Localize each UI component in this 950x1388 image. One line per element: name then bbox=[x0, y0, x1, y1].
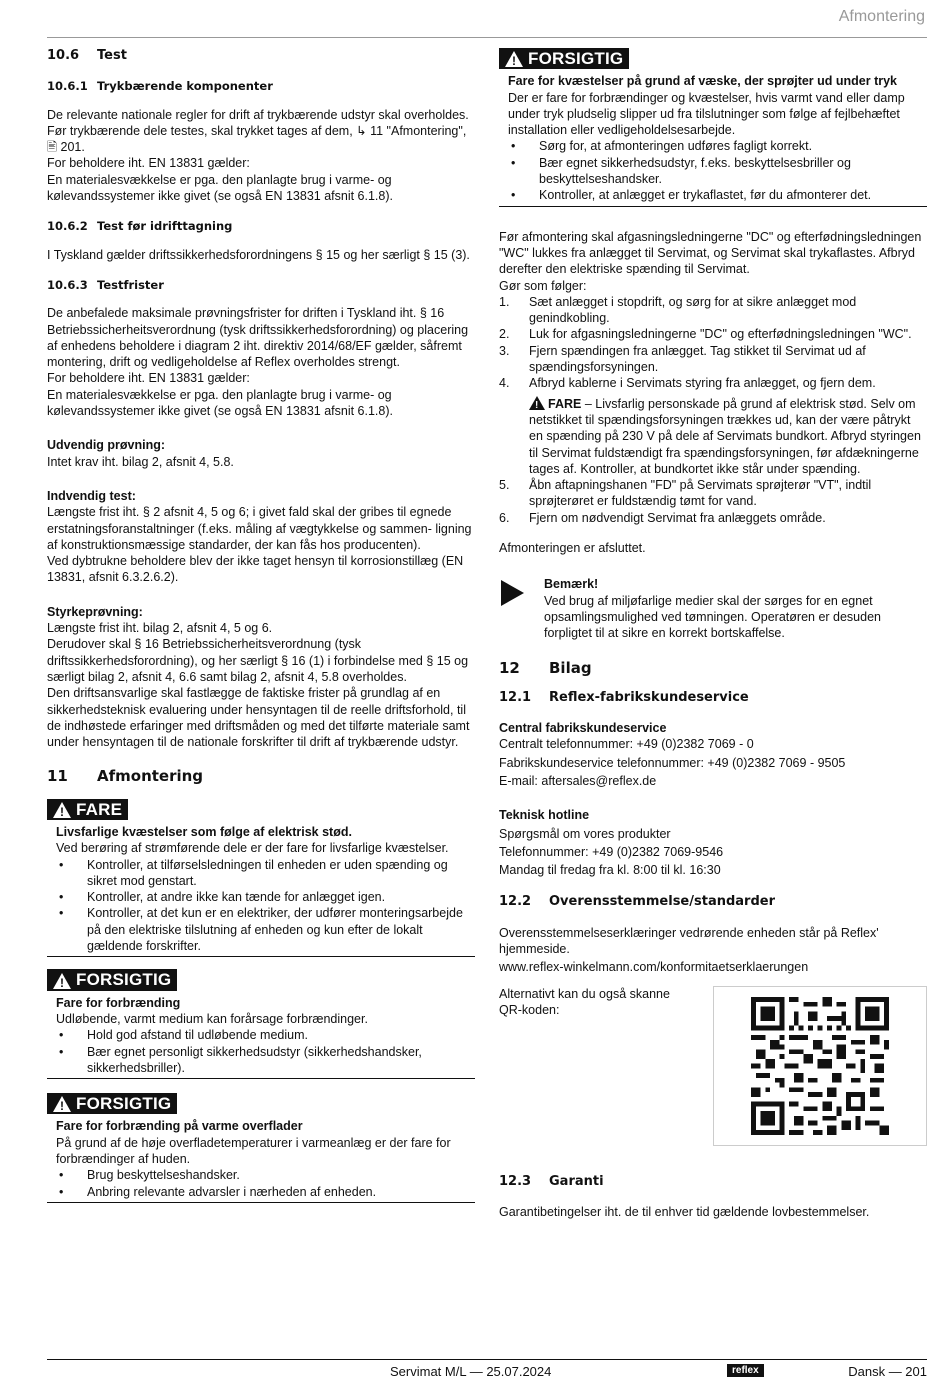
step-number: 6. bbox=[499, 510, 510, 525]
warning-body: Udløbende, varmt medium kan forårsage forbrændinger. bbox=[56, 1011, 368, 1026]
section-10-6-heading bbox=[47, 48, 475, 64]
qr-instruction: Alternativt kan du også skanne QR-koden: bbox=[499, 986, 670, 1017]
note-arrow-icon bbox=[501, 580, 524, 606]
warning-triangle-icon bbox=[53, 973, 71, 989]
warning-title: Fare for kvæstelser på grund af væske, der sprøjter ud under tryk bbox=[508, 74, 898, 89]
step-text: Åbn aftapningshanen "FD" på Servimats sprøjterør "VT", indtil sprøjterøret er fuldstændig tømt for vand. bbox=[529, 478, 872, 509]
paragraph: Garantibetingelser iht. de til enhver tid gældende lovbestemmelser. bbox=[499, 1204, 870, 1219]
inline-danger-note bbox=[529, 396, 927, 477]
section-number: 12.1 bbox=[499, 689, 532, 705]
footer-document: Servimat M/L — 25.07.2024 bbox=[390, 1364, 552, 1379]
contact-line: Mandag til fredag fra kl. 8:00 til kl. 16:30 bbox=[499, 863, 721, 878]
step-item bbox=[499, 375, 927, 391]
header-title: Afmontering bbox=[838, 8, 925, 25]
step-item bbox=[499, 326, 927, 342]
section-10-6-2-heading bbox=[47, 218, 475, 234]
subheading-central-service: Central fabrikskundeservice bbox=[499, 721, 667, 736]
paragraph: En materialesvækkelse er pga. den planlagte brug i varme- og kølevandssystemer ikke givet (se også EN 13831 afsnit 6.1.8). bbox=[47, 387, 393, 419]
contact-line: Spørgsmål om vores produkter bbox=[499, 826, 671, 841]
steps-list bbox=[499, 294, 927, 392]
qr-section bbox=[499, 986, 927, 1146]
warning-title: Livsfarlige kvæstelser som følge af elektrisk stød. bbox=[56, 824, 352, 839]
paragraph: Før afmontering skal afgasningsledningerne "DC" og efterfødningsledningen "WC" lukkes fra anlægget til Servimat, og Servimat skal trykaflastes. Afbryd derefter den elektriske spænding til Servimat. bbox=[499, 229, 922, 277]
step-item bbox=[499, 294, 927, 327]
page-footer bbox=[47, 1359, 927, 1388]
paragraph: De relevante nationale regler for drift af trykbærende udstyr skal overholdes. Før trykbærende dele testes, skal trykket tages af dem, ↳ 11 "Afmontering", 🖹 201. bbox=[47, 107, 469, 155]
step-number: 5. bbox=[499, 478, 510, 493]
paragraph: For beholdere iht. EN 13831 gælder: bbox=[47, 371, 250, 386]
section-number: 10.6.1 bbox=[47, 79, 88, 94]
warning-danger-electric bbox=[47, 799, 475, 958]
section-12-1-heading bbox=[499, 690, 927, 706]
step-number: 2. bbox=[499, 327, 510, 342]
list-item: • Sørg for, at afmonteringen udføres fagligt korrekt. bbox=[499, 138, 927, 154]
warning-triangle-icon bbox=[529, 396, 545, 410]
step-number: 3. bbox=[499, 343, 510, 358]
section-title: Afmontering bbox=[97, 767, 204, 786]
contact-line: Fabrikskundeservice telefonnummer: +49 (0)2382 7069 - 9505 bbox=[499, 755, 846, 770]
section-title: Bilag bbox=[549, 658, 592, 677]
list-item: • Kontroller, at det kun er en elektriker, der udfører monteringsarbejde på den elektriske tilslutning af enheden og kun efter de lokalt gældende forskrifter. bbox=[47, 905, 475, 954]
reflex-logo: reflex bbox=[727, 1364, 764, 1377]
caution-badge bbox=[47, 1093, 177, 1114]
warning-caution-spray bbox=[499, 48, 927, 207]
section-title: Reflex-fabrikskundeservice bbox=[549, 689, 749, 705]
danger-badge bbox=[47, 799, 128, 820]
paragraph: Overensstemmelseserklæringer vedrørende enheden står på Reflex' hjemmeside. bbox=[499, 925, 879, 957]
note-text: Ved brug af miljøfarlige medier skal der sørges for en egnet opsamlingsmulighed ved tømningen. Operatøren er desuden forpligtet til at sikre en korrekt bortskaffelse. bbox=[544, 593, 881, 641]
step-item bbox=[499, 510, 927, 526]
list-item: • Brug beskyttelseshandsker. bbox=[47, 1167, 475, 1183]
section-12-heading bbox=[499, 660, 927, 676]
conformity-link[interactable]: www.reflex-winkelmann.com/konformitaetserklaerungen bbox=[499, 960, 809, 975]
step-text: Fjern om nødvendigt Servimat fra anlæggets område. bbox=[529, 510, 826, 525]
paragraph: Derudover skal § 16 Betriebssicherheitsverordnung (tysk driftssikkerhedsforordning), og her særligt § 16 (1) i forbindelse med § 15 og særligt bilag 2, afsnit 4, 6.6 samt bilag 2, afsnit 4, 5.8 overholdes. bbox=[47, 637, 469, 684]
badge-label: FORSIGTIG bbox=[76, 970, 172, 990]
steps-list bbox=[499, 477, 927, 526]
section-11-heading bbox=[47, 768, 475, 784]
step-text: Sæt anlægget i stopdrift, og sørg for at sikre anlægget mod genindkobling. bbox=[529, 294, 857, 326]
section-number: 11 bbox=[47, 767, 68, 786]
paragraph: Intet krav iht. bilag 2, afsnit 4, 5.8. bbox=[47, 454, 234, 469]
contact-line: E-mail: aftersales@reflex.de bbox=[499, 773, 657, 788]
section-number: 10.6.2 bbox=[47, 219, 88, 234]
list-item: • Hold god afstand til udløbende medium. bbox=[47, 1027, 475, 1043]
warning-body: Der er fare for forbrændinger og kvæstelser, hvis varmt vand eller damp under tryk pludselig slipper ud fra tilslutninger som følge af fejlbehæftet installation eller vedligeholdelsesarbejde. bbox=[508, 90, 905, 138]
section-title: Trykbærende komponenter bbox=[97, 79, 273, 94]
warning-title: Fare for forbrænding bbox=[56, 995, 181, 1010]
footer-page-number: Dansk — 201 bbox=[848, 1364, 927, 1379]
warning-triangle-icon bbox=[53, 802, 71, 818]
step-number: 4. bbox=[499, 376, 510, 391]
step-number: 1. bbox=[499, 294, 510, 309]
section-number: 10.6.3 bbox=[47, 277, 88, 292]
paragraph: Ved dybtrukne beholdere blev der ikke taget hensyn til korrosionstillæg (EN 13831, afsnit 6.3.2.6.2). bbox=[47, 554, 464, 585]
section-10-6-1-heading bbox=[47, 78, 475, 94]
paragraph: For beholdere iht. EN 13831 gælder: bbox=[47, 156, 250, 171]
warning-body: Ved berøring af strømførende dele er der fare for livsfarlige kvæstelser. bbox=[56, 841, 449, 856]
inline-warn-text: – Livsfarlig personskade på grund af elektrisk stød. Selv om netstikket til spændingsforsyningen trækkes ud, kan der være påtrykt en spænding på 230 V på dele af Servimats bundkort. Afbryd styringen til Servimat fuldstændigt fra spændingsforsyningen, før afdækningerne tages af. Kontroller, at bundkortet ikke står under spænding. bbox=[529, 396, 921, 476]
note-title: Bemærk! bbox=[544, 577, 599, 592]
list-item: • Kontroller, at tilførselsledningen til enheden er uden spænding og sikret mod genstart. bbox=[47, 857, 475, 890]
warning-triangle-icon bbox=[505, 51, 523, 67]
qr-code-frame bbox=[713, 986, 927, 1146]
section-number: 10.6 bbox=[47, 48, 80, 63]
warning-list bbox=[47, 857, 475, 955]
paragraph: Længste frist iht. § 2 afsnit 4, 5 og 6; i givet fald skal der gribes til egnede erstatningsforanstaltninger (f.eks. måling af vægtykkelse og sammen- ligning af konstruktionsmæssige standarder, der kan fås hos producenten). bbox=[47, 505, 472, 552]
paragraph: De anbefalede maksimale prøvningsfrister for driften i Tyskland iht. § 16 Betriebssicherheitsverordnung (tysk driftssikkerhedsforordning) og placering af enhedens beholdere i diagram 2 iht. direktiv 2014/68/EF gælder, såfremt montering, drift og vedligeholdelse af Reflex overholdes strengt. bbox=[47, 306, 469, 370]
left-column bbox=[47, 48, 475, 1213]
warning-list bbox=[47, 1167, 475, 1200]
warning-body: På grund af de høje overfladetemperaturer i varmeanlæg er der fare for forbrændinger af huden. bbox=[56, 1135, 451, 1167]
badge-label: FORSIGTIG bbox=[528, 49, 624, 68]
section-12-3-heading bbox=[499, 1174, 927, 1190]
contact-line: Telefonnummer: +49 (0)2382 7069-9546 bbox=[499, 844, 724, 859]
step-text: Afbryd kablerne i Servimats styring fra anlægget, og fjern dem. bbox=[529, 376, 876, 391]
warning-list bbox=[499, 138, 927, 203]
list-item: • Anbring relevante advarsler i nærheden af enheden. bbox=[47, 1184, 475, 1200]
step-text: Fjern spændingen fra anlægget. Tag stikket til Servimat ud af spændingsforsyningen. bbox=[529, 343, 866, 375]
section-number: 12.2 bbox=[499, 894, 532, 910]
warning-title: Fare for forbrænding på varme overflader bbox=[56, 1119, 303, 1134]
contact-line: Centralt telefonnummer: +49 (0)2382 7069 - 0 bbox=[499, 737, 754, 752]
note-box bbox=[499, 576, 927, 641]
step-item bbox=[499, 477, 927, 510]
page-header bbox=[47, 0, 927, 38]
section-12-2-heading bbox=[499, 894, 927, 910]
section-10-6-3-heading bbox=[47, 277, 475, 293]
subheading-strength-test: Styrkeprøvning: bbox=[47, 604, 143, 619]
warning-triangle-icon bbox=[53, 1096, 71, 1112]
section-number: 12.3 bbox=[499, 1173, 532, 1189]
warning-list bbox=[47, 1027, 475, 1076]
qr-code-icon[interactable] bbox=[751, 997, 889, 1135]
paragraph: Længste frist iht. bilag 2, afsnit 4, 5 og 6. bbox=[47, 621, 273, 636]
paragraph: Gør som følger: bbox=[499, 278, 587, 293]
section-number: 12 bbox=[499, 658, 520, 677]
caution-badge bbox=[499, 48, 629, 69]
warning-caution-hot-surface bbox=[47, 1093, 475, 1203]
step-text: Luk for afgasningsledningerne "DC" og efterfødningsledningen "WC". bbox=[529, 327, 912, 342]
subheading-external-test: Udvendig prøvning: bbox=[47, 438, 166, 453]
inline-warn-label: FARE bbox=[548, 396, 582, 411]
right-column bbox=[499, 48, 927, 1224]
section-title: Testfrister bbox=[97, 277, 164, 292]
warning-caution-burn bbox=[47, 969, 475, 1079]
section-title: Test bbox=[97, 48, 127, 63]
paragraph: I Tyskland gælder driftssikkerhedsforordningens § 15 og her særligt § 15 (3). bbox=[47, 247, 470, 262]
step-item bbox=[499, 343, 927, 376]
list-item: • Kontroller, at anlægget er trykaflastet, før du afmonterer det. bbox=[499, 187, 927, 203]
paragraph: Den driftsansvarlige skal fastlægge de faktiske frister på grundlag af en sikkerhedsteknisk evaluering under hensyntagen til de reelle driftsforhold, til de indhøstede erfaringer med driftsmåden og med det tilførte materiale samt under hensyntagen til de nationale forskrifter til drift af trykbærende udstyr. bbox=[47, 686, 470, 750]
section-title: Test før idrifttagning bbox=[97, 219, 233, 234]
caution-badge bbox=[47, 969, 177, 990]
badge-label: FARE bbox=[76, 799, 123, 819]
list-item: • Kontroller, at andre ikke kan tænde for anlægget igen. bbox=[47, 889, 475, 905]
section-title: Garanti bbox=[549, 1173, 604, 1189]
paragraph: En materialesvækkelse er pga. den planlagte brug i varme- og kølevandssystemer ikke givet (se også EN 13831 afsnit 6.1.8). bbox=[47, 172, 393, 204]
list-item: • Bær egnet sikkerhedsudstyr, f.eks. beskyttelsesbriller og beskyttelseshandsker. bbox=[499, 155, 927, 188]
section-title: Overensstemmelse/standarder bbox=[549, 894, 776, 910]
subheading-hotline: Teknisk hotline bbox=[499, 808, 590, 823]
subheading-internal-test: Indvendig test: bbox=[47, 488, 136, 503]
paragraph: Afmonteringen er afsluttet. bbox=[499, 541, 646, 556]
list-item: • Bær egnet personligt sikkerhedsudstyr (sikkerhedshandsker, sikkerhedsbriller). bbox=[47, 1044, 475, 1077]
badge-label: FORSIGTIG bbox=[76, 1094, 172, 1114]
